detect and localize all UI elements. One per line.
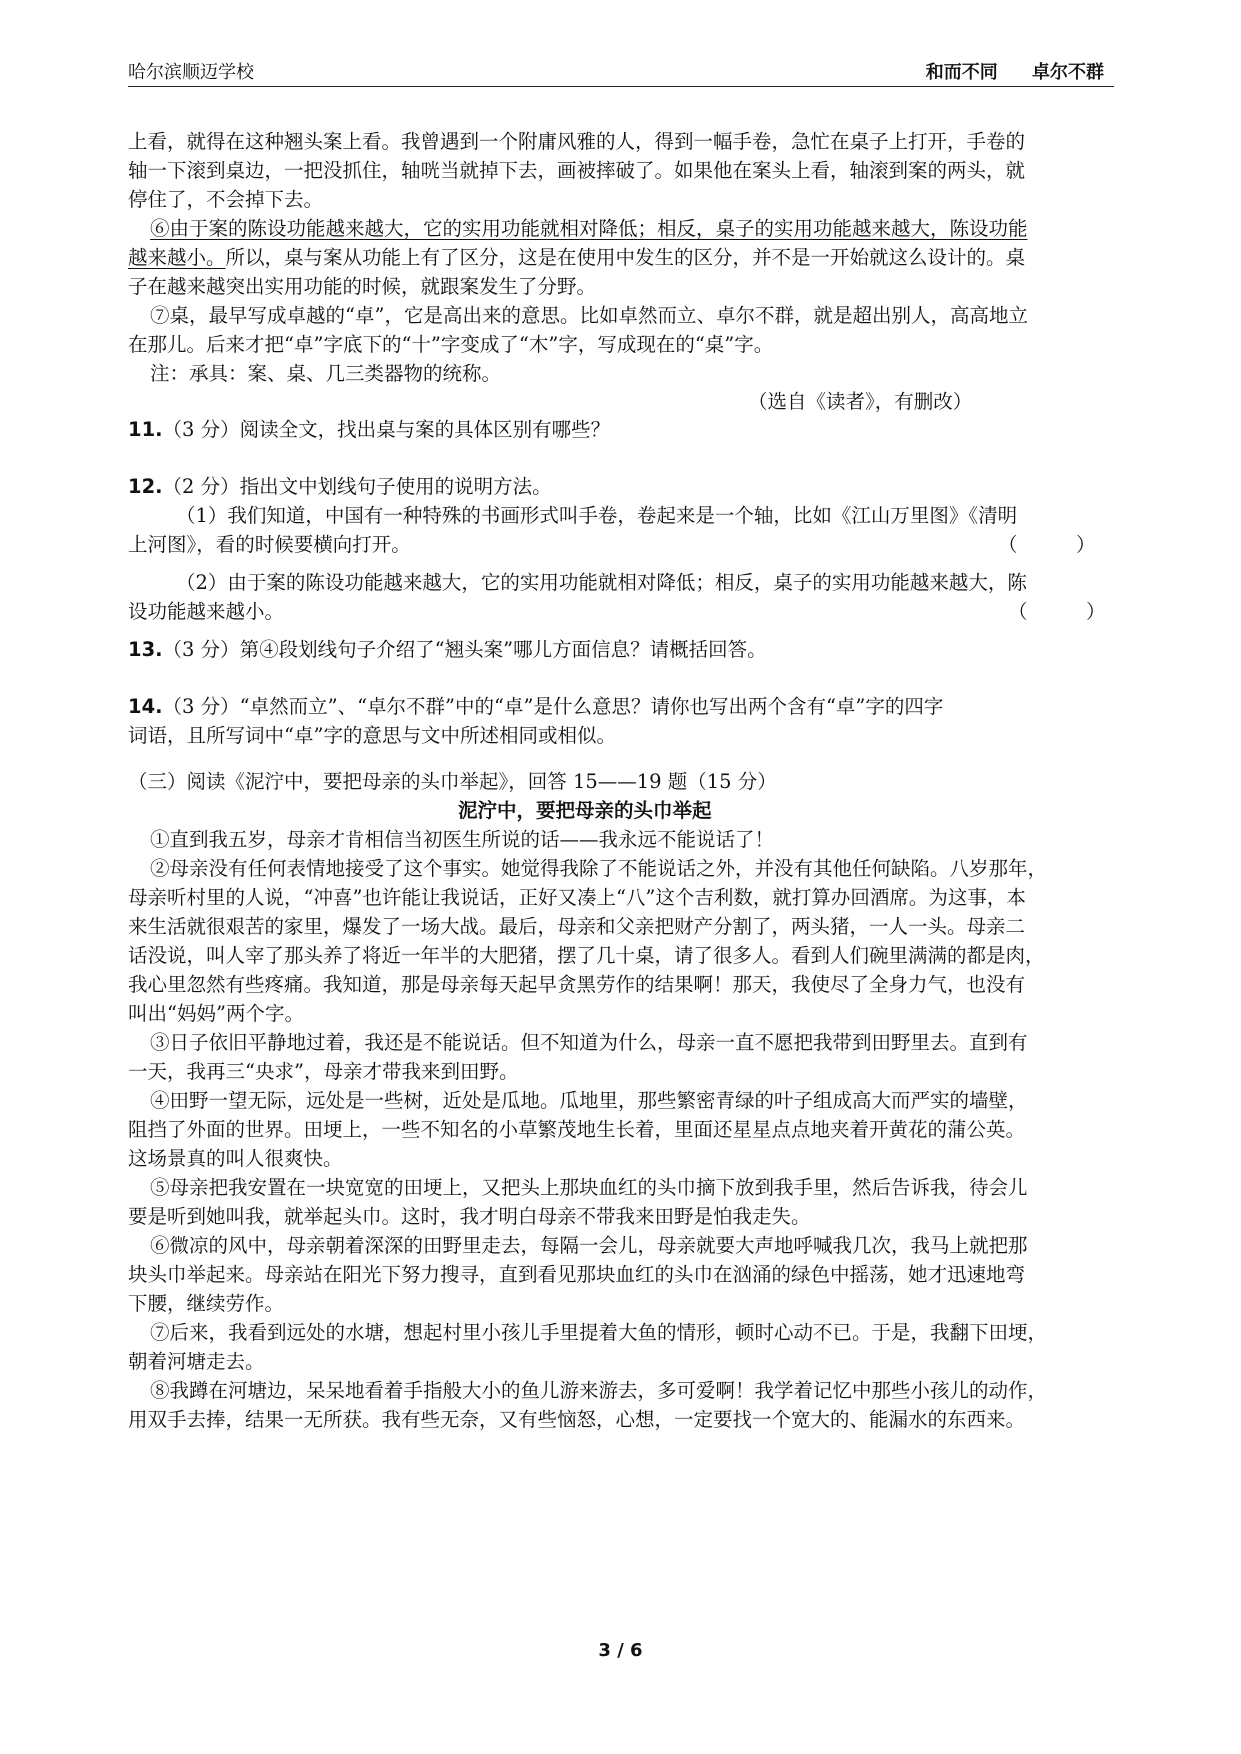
text-line: ⑦桌，最早写成卓越的“卓”，它是高出来的意思。比如卓然而立、卓尔不群，就是超出别人，高高地立 bbox=[150, 304, 1028, 327]
paragraph-line: 话没说，叫人宰了那头养了将近一年半的大肥猪，摆了几十桌，请了很多人。看到人们碗里满满的都是肉， bbox=[128, 944, 1045, 967]
text-line: 词语，且所写词中“卓”字的意思与文中所述相同或相似。 bbox=[128, 724, 616, 747]
text-line: 设功能越来越小。 bbox=[128, 600, 285, 623]
paragraph-line: ⑧我蹲在河塘边，呆呆地看着手指般大小的鱼儿游来游去，多可爱啊！我学着记忆中那些小孩儿的动作， bbox=[150, 1379, 1048, 1402]
paragraph-line: 来生活就很艰苦的家里，爆发了一场大战。最后，母亲和父亲把财产分割了，两头猪，一人一头。母亲二 bbox=[128, 915, 1026, 938]
paragraph-line: ⑥微凉的风中，母亲朝着深深的田野里走去，每隔一会儿，母亲就要大声地呼喊我几次，我马上就把那 bbox=[150, 1234, 1028, 1257]
paragraph-line: ②母亲没有任何表情地接受了这个事实。她觉得我除了不能说话之外，并没有其他任何缺陷。八岁那年， bbox=[150, 857, 1048, 880]
question-12: 12.（2 分）指出文中划线句子使用的说明方法。 bbox=[128, 475, 552, 498]
question-14: 14.（3 分）“卓然而立”、“卓尔不群”中的“卓”是什么意思？请你也写出两个含有“卓”字的四字 bbox=[128, 695, 944, 718]
note-line: 注：承具：案、桌、几三类器物的统称。 bbox=[150, 362, 502, 385]
paragraph-line: ③日子依旧平静地过着，我还是不能说话。但不知道为什么，母亲一直不愿把我带到田野里去。直到有 bbox=[150, 1031, 1028, 1054]
section-heading: （三）阅读《泥泞中，要把母亲的头巾举起》，回答 15——19 题（15 分） bbox=[128, 770, 777, 793]
paragraph-line: ⑦后来，我看到远处的水塘，想起村里小孩儿手里提着大鱼的情形，顿时心动不已。于是，我翻下田埂， bbox=[150, 1321, 1048, 1344]
paragraph-line: 阻挡了外面的世界。田埂上，一些不知名的小草繁茂地生长着，里面还星星点点地夹着开黄花的蒲公英。 bbox=[128, 1118, 1026, 1141]
answer-blank: （ ） bbox=[998, 533, 1096, 556]
paragraph-line: 用双手去捧，结果一无所获。我有些无奈，又有些恼怒，心想，一定要找一个宽大的、能漏水的东西来。 bbox=[128, 1408, 1026, 1431]
paragraph-line: 块头巾举起来。母亲站在阳光下努力搜寻，直到看见那块血红的头巾在汹涌的绿色中摇荡，她才迅速地弯 bbox=[128, 1263, 1026, 1286]
question-12-item-2: （2）由于案的陈设功能越来越大，它的实用功能就相对降低；相反，桌子的实用功能越来越大，陈 bbox=[176, 571, 1027, 594]
underlined-sentence-end: 越来越小。 bbox=[128, 246, 226, 269]
text-line: 上看，就得在这种翘头案上看。我曾遇到一个附庸风雅的人，得到一幅手卷，急忙在桌子上打开，手卷的 bbox=[128, 130, 1026, 153]
paragraph-line: 我心里忽然有些疼痛。我知道，那是母亲每天起早贪黑劳作的结果啊！那天，我使尽了全身力气，也没有 bbox=[128, 973, 1026, 996]
text-line: 越来越小。所以，桌与案从功能上有了区分，这是在使用中发生的区分，并不是一开始就这么设计的。桌 bbox=[128, 246, 1026, 269]
text-line: 停住了，不会掉下去。 bbox=[128, 188, 324, 211]
question-12-item-1: （1）我们知道，中国有一种特殊的书画形式叫手卷，卷起来是一个轴，比如《江山万里图》《清明 bbox=[176, 504, 1018, 527]
text-line: 轴一下滚到桌边，一把没抓住，轴咣当就掉下去，画被摔破了。如果他在案头上看，轴滚到案的两头，就 bbox=[128, 159, 1026, 182]
paragraph-line: 下腰，继续劳作。 bbox=[128, 1292, 285, 1315]
paragraph-line: ⑤母亲把我安置在一块宽宽的田埂上，又把头上那块血红的头巾摘下放到我手里，然后告诉我，待会儿 bbox=[150, 1176, 1028, 1199]
motto-second: 卓尔不群 bbox=[1032, 62, 1104, 83]
paragraph-line: 叫出“妈妈”两个字。 bbox=[128, 1002, 304, 1025]
paragraph-line: 一天，我再三“央求”，母亲才带我来到田野。 bbox=[128, 1060, 519, 1083]
paragraph-line: 母亲听村里的人说，“冲喜”也许能让我说话，正好又凑上“八”这个吉利数，就打算办回酒席。为这事，本 bbox=[128, 886, 1026, 909]
article-title: 泥泞中，要把母亲的头巾举起 bbox=[458, 799, 712, 822]
question-13: 13.（3 分）第④段划线句子介绍了“翘头案”哪儿方面信息？请概括回答。 bbox=[128, 638, 767, 661]
paragraph-line: 要是听到她叫我，就举起头巾。这时，我才明白母亲不带我来田野是怕我走失。 bbox=[128, 1205, 811, 1228]
text-line: 在那儿。后来才把“卓”字底下的“十”字变成了“木”字，写成现在的“桌”字。 bbox=[128, 333, 774, 356]
paragraph-line: 这场景真的叫人很爽快。 bbox=[128, 1147, 343, 1170]
underlined-sentence: ⑥由于案的陈设功能越来越大，它的实用功能就相对降低；相反，桌子的实用功能越来越大，陈设功能 bbox=[150, 217, 1028, 240]
source-citation: （选自《读者》，有删改） bbox=[748, 390, 973, 413]
school-name: 哈尔滨顺迈学校 bbox=[128, 62, 254, 83]
paragraph-line: ①直到我五岁，母亲才肯相信当初医生所说的话——我永远不能说话了！ bbox=[150, 828, 775, 851]
page-header bbox=[128, 52, 1114, 87]
page-number: 3 / 6 bbox=[598, 1640, 643, 1661]
school-motto bbox=[898, 58, 1104, 84]
text-line: 上河图》，看的时候要横向打开。 bbox=[128, 533, 411, 556]
motto-first: 和而不同 bbox=[925, 62, 998, 83]
question-11: 11.（3 分）阅读全文，找出桌与案的具体区别有哪些？ bbox=[128, 418, 611, 441]
paragraph-line: 朝着河塘走去。 bbox=[128, 1350, 265, 1373]
answer-blank: （ ） bbox=[1008, 600, 1106, 623]
paragraph-line: ④田野一望无际，远处是一些树，近处是瓜地。瓜地里，那些繁密青绿的叶子组成高大而严实的墙壁， bbox=[150, 1089, 1028, 1112]
text-line: 子在越来越突出实用功能的时候，就跟案发生了分野。 bbox=[128, 275, 597, 298]
